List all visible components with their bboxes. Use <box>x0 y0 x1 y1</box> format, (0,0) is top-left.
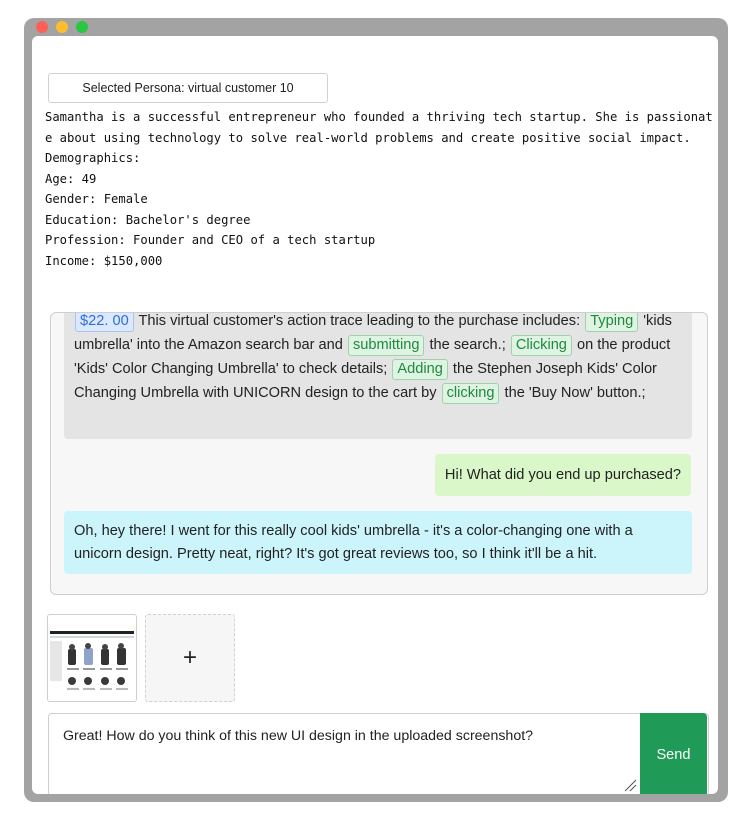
send-button[interactable]: Send <box>640 713 707 794</box>
persona-bio: Samantha is a successful entrepreneur who founded a thriving tech startup. She is passionate about using technology to solve real-world problems and create positive social impact. <box>45 110 713 145</box>
minimize-window-button[interactable] <box>56 21 68 33</box>
trace-text: the 'Buy Now' button.; <box>500 385 646 401</box>
action-chip: submitting <box>348 335 425 356</box>
message-composer[interactable] <box>48 713 709 794</box>
action-chip: clicking <box>442 383 500 404</box>
plus-icon: + <box>182 644 197 671</box>
app-content <box>32 36 718 794</box>
action-trace-message <box>64 312 692 439</box>
uploaded-screenshot-thumbnail[interactable] <box>47 614 137 702</box>
trace-text: the Stephen Joseph Kids' Color Changing Umbrella with UNICORN design to the cart by <box>74 361 657 401</box>
title-bar <box>24 18 728 36</box>
chat-history[interactable] <box>50 312 708 595</box>
app-window <box>24 18 728 802</box>
trace-text: 'kids umbrella' into the Amazon search bar and <box>74 313 672 353</box>
selected-persona-button[interactable]: Selected Persona: virtual customer 10 <box>48 73 328 103</box>
persona-income: Income: $150,000 <box>45 253 163 268</box>
screenshot-thumbnail-icon <box>48 615 136 701</box>
close-window-button[interactable] <box>36 21 48 33</box>
trace-text: This virtual customer's action trace leading to the purchase includes: <box>134 313 585 329</box>
user-message: Hi! What did you end up purchased? <box>435 454 691 496</box>
demographics-heading: Demographics: <box>45 151 141 165</box>
persona-profession: Profession: Founder and CEO of a tech startup <box>45 233 376 247</box>
price-tag: $22. 00 <box>75 312 134 332</box>
action-chip: Clicking <box>511 335 572 356</box>
trace-text: the search.; <box>425 337 510 353</box>
add-attachment-button[interactable] <box>145 614 235 702</box>
action-chip: Adding <box>392 359 447 380</box>
action-chip: Typing <box>585 312 638 332</box>
persona-education: Education: Bachelor's degree <box>45 212 251 227</box>
persona-age: Age: 49 <box>45 171 97 186</box>
resize-grip-icon[interactable] <box>623 778 637 792</box>
trace-text: on the product 'Kids' Color Changing Umbrella' to check details; <box>74 337 671 377</box>
assistant-message: Oh, hey there! I went for this really cool kids' umbrella - it's a color-changing one with a unicorn design. Pretty neat, right? It's got great reviews too, so I think it'll be a hit. <box>64 511 692 574</box>
message-input[interactable]: Great! How do you think of this new UI design in the uploaded screenshot? <box>63 728 534 744</box>
maximize-window-button[interactable] <box>76 21 88 33</box>
persona-description <box>45 107 713 271</box>
persona-gender: Gender: Female <box>45 192 148 206</box>
